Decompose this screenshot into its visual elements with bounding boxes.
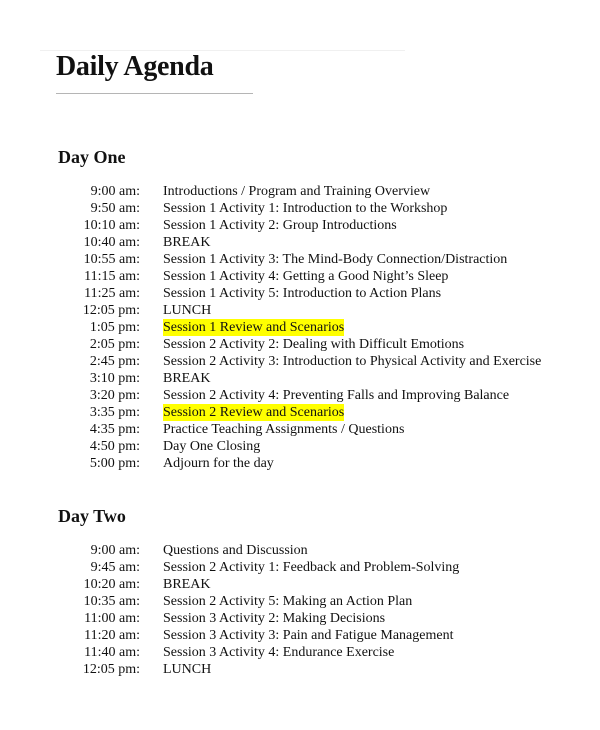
agenda-activity: BREAK: [163, 577, 211, 592]
agenda-activity: Day One Closing: [163, 439, 261, 454]
agenda-time: 2:05 pm:: [89, 337, 140, 352]
agenda-row: [56, 183, 556, 200]
agenda-time: 11:15 am:: [84, 269, 140, 284]
agenda-time: 10:35 am:: [83, 594, 140, 609]
agenda-activity-highlighted: Session 2 Review and Scenarios: [163, 405, 345, 420]
agenda-row: [56, 268, 556, 285]
agenda-row: [56, 542, 556, 559]
agenda-time: 4:50 pm:: [89, 439, 140, 454]
agenda-activity: BREAK: [163, 235, 211, 250]
agenda-row: [56, 576, 556, 593]
agenda-row: [56, 285, 556, 302]
agenda-time: 9:45 am:: [90, 560, 140, 575]
agenda-activity: BREAK: [163, 371, 211, 386]
agenda-activity: LUNCH: [163, 662, 212, 677]
day-one-schedule: [56, 183, 556, 472]
agenda-time: 9:00 am:: [90, 184, 140, 199]
agenda-activity: Session 2 Activity 3: Introduction to Physical Activity and Exercise: [163, 354, 542, 369]
agenda-activity: Session 1 Activity 5: Introduction to Action Plans: [163, 286, 442, 301]
agenda-activity: Session 1 Activity 2: Group Introductions: [163, 218, 397, 233]
agenda-row: [56, 593, 556, 610]
agenda-activity: Session 2 Activity 5: Making an Action Plan: [163, 594, 413, 609]
day-two-heading: Day Two: [58, 506, 126, 526]
agenda-row: [56, 251, 556, 268]
agenda-activity: Session 3 Activity 4: Endurance Exercise: [163, 645, 395, 660]
day-one-heading: Day One: [58, 147, 126, 167]
agenda-row: [56, 644, 556, 661]
agenda-activity: Practice Teaching Assignments / Questions: [163, 422, 405, 437]
agenda-row: [56, 234, 556, 251]
agenda-row: [56, 200, 556, 217]
agenda-row: [56, 661, 556, 678]
agenda-activity: Session 1 Activity 4: Getting a Good Night’s Sleep: [163, 269, 449, 284]
agenda-activity: Session 3 Activity 3: Pain and Fatigue Management: [163, 628, 454, 643]
agenda-time: 3:20 pm:: [89, 388, 140, 403]
agenda-activity: Session 2 Activity 4: Preventing Falls and Improving Balance: [163, 388, 510, 403]
agenda-time: 11:20 am:: [84, 628, 140, 643]
agenda-time: 9:50 am:: [90, 201, 140, 216]
agenda-time: 9:00 am:: [90, 543, 140, 558]
page-title: Daily Agenda: [56, 51, 214, 82]
agenda-time: 2:45 pm:: [89, 354, 140, 369]
agenda-row: [56, 610, 556, 627]
agenda-row: [56, 404, 556, 421]
agenda-row: [56, 217, 556, 234]
agenda-row: [56, 319, 556, 336]
agenda-time: 10:40 am:: [83, 235, 140, 250]
agenda-row: [56, 627, 556, 644]
agenda-row: [56, 353, 556, 370]
agenda-activity: Session 1 Activity 1: Introduction to the Workshop: [163, 201, 448, 216]
agenda-activity: Questions and Discussion: [163, 543, 308, 558]
agenda-time: 10:55 am:: [83, 252, 140, 267]
agenda-time: 10:10 am:: [83, 218, 140, 233]
agenda-time: 4:35 pm:: [89, 422, 140, 437]
agenda-time: 12:05 pm:: [82, 303, 140, 318]
agenda-row: [56, 336, 556, 353]
agenda-time: 1:05 pm:: [89, 320, 140, 335]
agenda-activity-highlighted: Session 1 Review and Scenarios: [163, 320, 345, 335]
agenda-row: [56, 302, 556, 319]
agenda-time: 5:00 pm:: [89, 456, 140, 471]
agenda-activity: Session 2 Activity 1: Feedback and Problem-Solving: [163, 560, 460, 575]
agenda-time: 11:40 am:: [84, 645, 140, 660]
agenda-time: 12:05 pm:: [82, 662, 140, 677]
agenda-row: [56, 370, 556, 387]
agenda-time: 3:10 pm:: [89, 371, 140, 386]
agenda-row: [56, 559, 556, 576]
agenda-row: [56, 438, 556, 455]
agenda-activity: Session 3 Activity 2: Making Decisions: [163, 611, 386, 626]
agenda-row: [56, 387, 556, 404]
day-two-schedule: [56, 542, 556, 678]
agenda-activity: Introductions / Program and Training Overview: [163, 184, 431, 199]
agenda-activity: Session 2 Activity 2: Dealing with Difficult Emotions: [163, 337, 465, 352]
agenda-time: 10:20 am:: [83, 577, 140, 592]
title-underline-rule: [56, 93, 253, 94]
agenda-row: [56, 421, 556, 438]
agenda-activity: LUNCH: [163, 303, 212, 318]
agenda-row: [56, 455, 556, 472]
agenda-activity: Session 1 Activity 3: The Mind-Body Connection/Distraction: [163, 252, 508, 267]
agenda-time: 11:25 am:: [84, 286, 140, 301]
agenda-time: 11:00 am:: [84, 611, 140, 626]
agenda-time: 3:35 pm:: [89, 405, 140, 420]
agenda-activity: Adjourn for the day: [163, 456, 274, 471]
